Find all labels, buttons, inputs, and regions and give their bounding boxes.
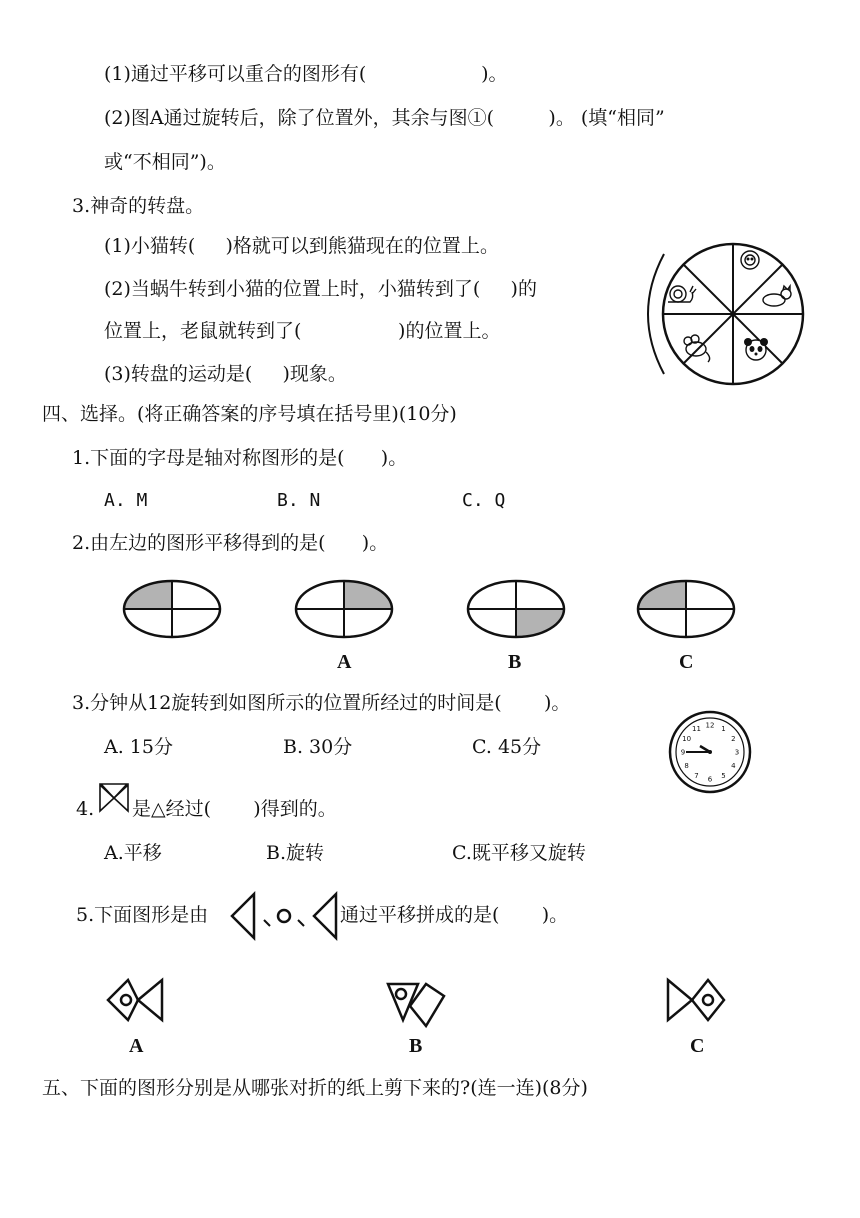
section-5-heading: 五、下面的图形分别是从哪张对折的纸上剪下来的?(连一连)(8分) (42, 1077, 588, 1099)
question-2-1: (1)通过平移可以重合的图形有( )。 (104, 63, 508, 85)
s4-q4-option-a: A.平移 (104, 842, 162, 864)
s4-q1-option-c: C. Q (462, 490, 506, 511)
s4-q3-option-b: B. 30分 (283, 736, 353, 758)
clock-number: 11 (692, 725, 701, 734)
question-3-title: 3.神奇的转盘。 (72, 195, 205, 217)
turntable-figure (646, 234, 806, 394)
s4-q4-option-c: C.既平移又旋转 (452, 842, 586, 864)
clock-number: 1 (721, 725, 726, 734)
q5-label-a: A (129, 1035, 144, 1057)
clock-number: 3 (734, 748, 740, 757)
clock-number: 12 (705, 721, 715, 730)
ellipse-label-a: A (337, 651, 352, 673)
s4-question-3: 3.分钟从12旋转到如图所示的位置所经过的时间是( )。 (72, 692, 571, 714)
clock-number: 4 (731, 762, 736, 770)
clock-number: 10 (682, 735, 692, 743)
section-4-heading: 四、选择。(将正确答案的序号填在括号里)(10分) (42, 403, 457, 425)
s4-question-4: 是△经过( )得到的。 (132, 798, 337, 820)
clock-number: 9 (680, 748, 686, 757)
q5-parts-figure (228, 890, 340, 944)
q5-label-b: B (409, 1035, 423, 1057)
s4-question-5: 通过平移拼成的是( )。 (340, 904, 569, 926)
question-2-2: (2)图A通过旋转后，除了位置外，其余与图①( )。 (填“相同” (104, 107, 665, 129)
question-3-1: (1)小猫转( )格就可以到熊猫现在的位置上。 (104, 235, 499, 257)
s4-question-1: 1.下面的字母是轴对称图形的是( )。 (72, 447, 408, 469)
s4-q3-option-a: A. 15分 (104, 736, 173, 758)
s4-q3-option-c: C. 45分 (472, 736, 542, 758)
ellipse-option-a (292, 578, 396, 640)
s4-q4-option-b: B.旋转 (266, 842, 325, 864)
clock-figure (668, 710, 752, 794)
q5-option-a-figure (104, 976, 168, 1028)
ellipse-option-c (634, 578, 738, 640)
clock-number: 6 (707, 775, 713, 784)
clock-number: 7 (694, 771, 699, 780)
question-3-2: (2)当蜗牛转到小猫的位置上时，小猫转到了( )的 (104, 278, 537, 300)
clock-number: 8 (684, 762, 689, 770)
s4-question-2: 2.由左边的图形平移得到的是( )。 (72, 532, 389, 554)
q5-option-b-figure (384, 976, 450, 1030)
ellipse-original (120, 578, 224, 640)
q5-option-c-figure (664, 976, 728, 1028)
s4-question-5-prefix: 5.下面图形是由 (76, 904, 209, 926)
s4-q1-option-a: A. M (104, 490, 148, 511)
question-3-3: (3)转盘的运动是( )现象。 (104, 363, 347, 385)
s4-q1-option-b: B. N (277, 490, 321, 511)
ellipse-option-b (464, 578, 568, 640)
clock-number: 2 (731, 735, 736, 743)
question-2-2-continued: 或“不相同”)。 (104, 151, 226, 173)
s4-q4-number: 4. (76, 798, 95, 820)
clock-number: 5 (721, 771, 726, 780)
ellipse-label-b: B (508, 651, 522, 673)
ellipse-label-c: C (679, 651, 694, 673)
question-3-2-continued: 位置上，老鼠就转到了( )的位置上。 (104, 320, 501, 342)
pinwheel-icon (97, 782, 131, 814)
q5-label-c: C (690, 1035, 705, 1057)
